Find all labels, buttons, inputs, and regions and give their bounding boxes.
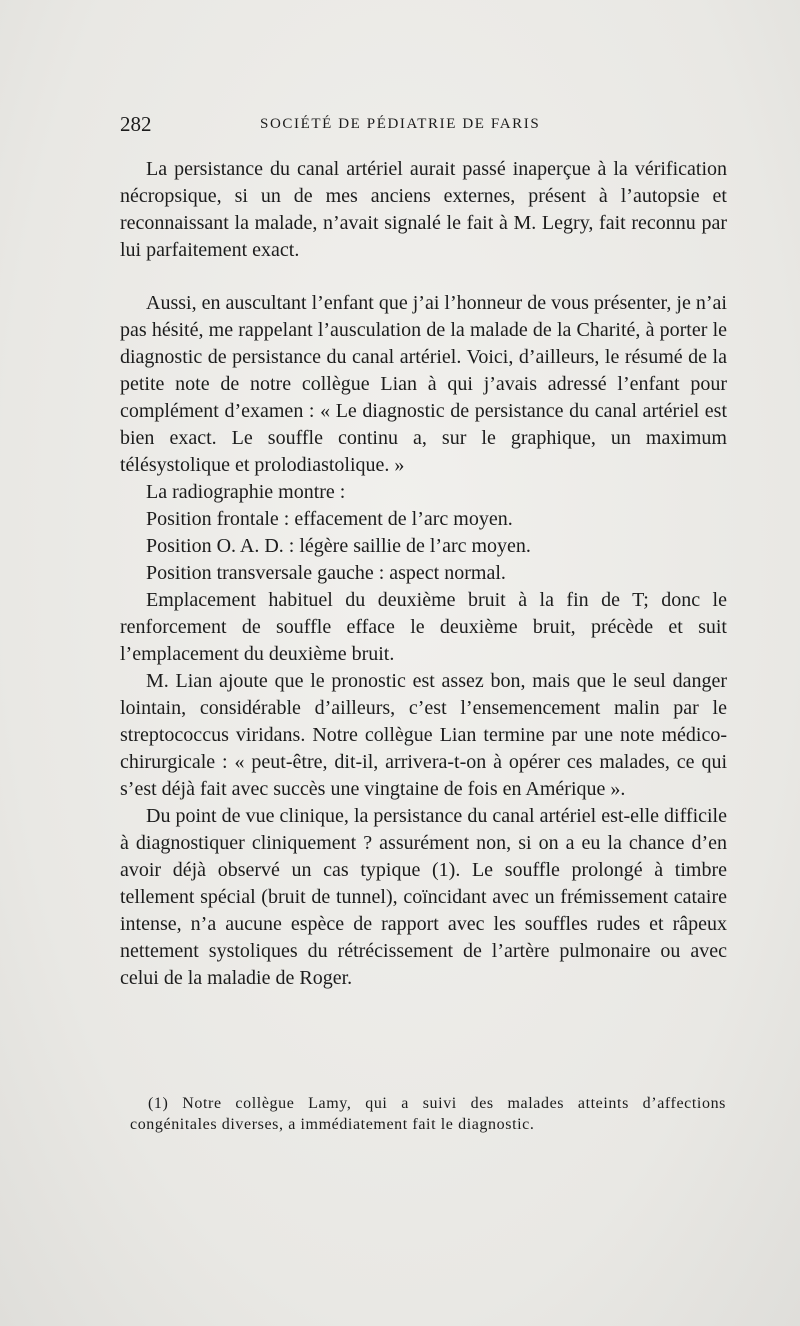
paragraph: Aussi, en auscultant l’enfant que j’ai l’honneur de vous présenter, je n’ai pas hésité, me rappelant l’ausculation de la malade de la Charité, à porter le diagnostic de persistance du canal artériel. Voici, d’ailleurs, le résumé de la petite note de notre collègue Lian à qui j’avais adressé l’enfant pour complément d’examen : « Le diagnostic de persistance du canal artériel est bien exact. Le souffle continu a, sur le graphique, un maximum télésystolique et prolodiastolique. » xyxy=(120,292,727,476)
paragraph: La persistance du canal artériel aurait passé inaperçue à la vérification nécropsique, si un de mes anciens externes, présent à l’autopsie et reconnaissant la malade, n’avait signalé le fait à M. Legry, fait reconnu par lui parfaitement exact. xyxy=(120,158,727,261)
paragraph: La radiographie montre : xyxy=(146,481,346,503)
page-number: 282 xyxy=(120,112,152,136)
paragraph: Emplacement habituel du deuxième bruit à la fin de T; donc le renforcement de souffle efface le deuxième bruit, précède et suit l’emplacement du deuxième bruit. xyxy=(120,589,727,665)
body-text xyxy=(120,156,727,992)
paragraph: M. Lian ajoute que le pronostic est assez bon, mais que le seul danger lointain, considérable d’ailleurs, c’est l’ensemencement malin par le streptococcus viridans. Notre collègue Lian termine par une note médico-chirurgicale : « peut-être, dit-il, arrivera-t-on à opérer ces malades, ce qui s’est déjà fait avec succès une vingtaine de fois en Amérique ». xyxy=(120,670,727,800)
running-title: SOCIÉTÉ DE PÉDIATRIE DE FARIS xyxy=(260,116,541,132)
footnote xyxy=(130,1093,726,1135)
paragraph: Du point de vue clinique, la persistance du canal artériel est-elle difficile à diagnostiquer cliniquement ? assurément non, si on a eu la chance d’en avoir déjà observé un cas typique (1). Le souffle prolongé à timbre tellement spécial (bruit de tunnel), coïncidant avec un frémissement cataire intense, n’a aucune espèce de rapport avec les souffles rudes et râpeux nettement systoliques du rétrécissement de l’artère pulmonaire ou avec celui de la maladie de Roger. xyxy=(120,805,727,989)
footnote-text: (1) Notre collègue Lamy, qui a suivi des malades atteints d’affections congénitales diverses, a immédiatement fait le diagnostic. xyxy=(130,1095,726,1133)
paragraph: Position transversale gauche : aspect normal. xyxy=(146,562,506,584)
paragraph: Position O. A. D. : légère saillie de l’arc moyen. xyxy=(146,535,531,557)
page-header xyxy=(120,112,728,142)
paragraph: Position frontale : effacement de l’arc moyen. xyxy=(146,508,513,530)
